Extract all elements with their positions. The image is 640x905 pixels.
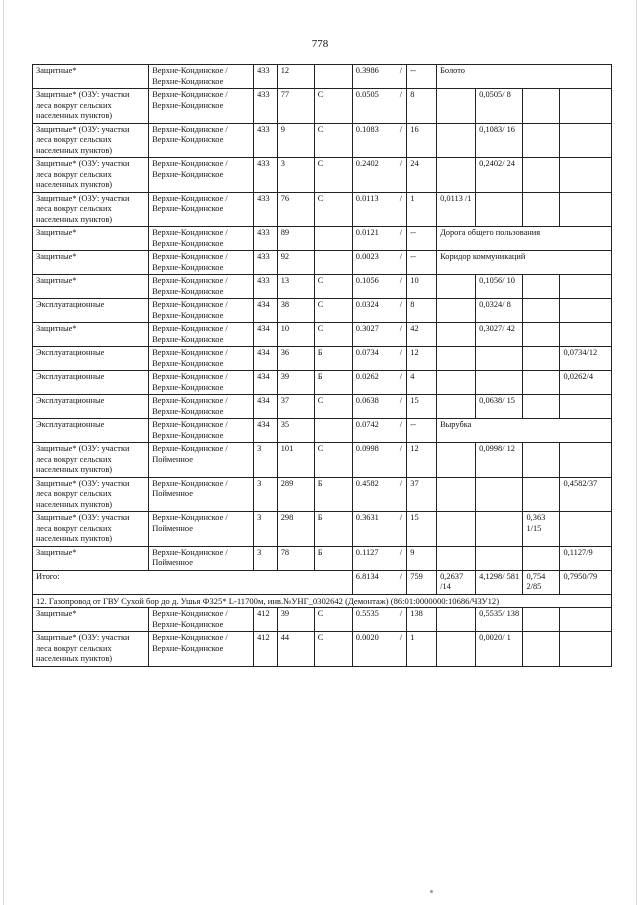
cell-volume: 42 bbox=[407, 323, 437, 347]
cell-category: Б bbox=[314, 371, 352, 395]
section-row bbox=[33, 594, 612, 608]
cell-forest-type: Эксплуатационные bbox=[33, 419, 149, 443]
cell-forest-type: Эксплуатационные bbox=[33, 347, 149, 371]
cell-col3 bbox=[523, 632, 560, 667]
cell-quarter: 434 bbox=[254, 395, 278, 419]
cell-area: 0.0638 bbox=[352, 395, 395, 419]
cell-forestry: Верхне-Кондинское / Пойменное bbox=[149, 443, 254, 478]
cell-allotment: 10 bbox=[277, 323, 314, 347]
table-row bbox=[33, 608, 612, 632]
cell-forestry: Верхне-Кондинское / Верхне-Кондинское bbox=[149, 395, 254, 419]
cell-forest-type: Защитные* bbox=[33, 608, 149, 632]
cell-col4 bbox=[560, 89, 612, 124]
cell-col1 bbox=[437, 275, 476, 299]
cell-col2: 0,5535/ 138 bbox=[476, 608, 523, 632]
table-row bbox=[33, 323, 612, 347]
cell-slash: / bbox=[395, 419, 406, 443]
cell-col4 bbox=[560, 299, 612, 323]
cell-col1 bbox=[437, 512, 476, 547]
cell-col4 bbox=[560, 123, 612, 158]
table-row bbox=[33, 123, 612, 158]
cell-col2 bbox=[476, 347, 523, 371]
cell-volume: 138 bbox=[407, 608, 437, 632]
cell-col1 bbox=[437, 347, 476, 371]
cell-slash: / bbox=[395, 443, 406, 478]
scan-speck bbox=[430, 890, 433, 893]
cell-col3 bbox=[523, 608, 560, 632]
cell-col2: 0,0998/ 12 bbox=[476, 443, 523, 478]
table-row bbox=[33, 443, 612, 478]
cell-col1 bbox=[437, 323, 476, 347]
cell-allotment: 35 bbox=[277, 419, 314, 443]
cell-category: С bbox=[314, 608, 352, 632]
cell-area: 0.2402 bbox=[352, 158, 395, 193]
cell-forest-type: Эксплуатационные bbox=[33, 395, 149, 419]
cell-col4 bbox=[560, 395, 612, 419]
table-row bbox=[33, 158, 612, 193]
cell-area: 0.0113 bbox=[352, 192, 395, 227]
cell-area: 0.1083 bbox=[352, 123, 395, 158]
cell-allotment: 3 bbox=[277, 158, 314, 193]
cell-category: С bbox=[314, 443, 352, 478]
cell-category: С bbox=[314, 158, 352, 193]
cell-col2 bbox=[476, 546, 523, 570]
total-col2: 4,1298/ 581 bbox=[476, 570, 523, 594]
cell-col4: 0,1127/9 bbox=[560, 546, 612, 570]
cell-col3: 0,363 1/15 bbox=[523, 512, 560, 547]
cell-slash: / bbox=[395, 323, 406, 347]
cell-slash: / bbox=[395, 347, 406, 371]
table-row bbox=[33, 65, 612, 89]
cell-col3 bbox=[523, 89, 560, 124]
cell-allotment: 101 bbox=[277, 443, 314, 478]
cell-category: Б bbox=[314, 477, 352, 512]
cell-col4 bbox=[560, 608, 612, 632]
table-row bbox=[33, 89, 612, 124]
cell-quarter: 433 bbox=[254, 65, 278, 89]
cell-quarter: 3 bbox=[254, 546, 278, 570]
cell-allotment: 78 bbox=[277, 546, 314, 570]
cell-col3 bbox=[523, 546, 560, 570]
cell-forest-type: Защитные* (ОЗУ: участки леса вокруг сельских населенных пунктов) bbox=[33, 158, 149, 193]
cell-volume: 12 bbox=[407, 347, 437, 371]
section-title: 12. Газопровод от ГВУ Сухой бор до д. Ушья Ф325* L-11700м, инв.№УНГ_0302642 (Демонтаж) (86:01:0000000:10686/ЧЗУ12) bbox=[33, 594, 612, 608]
cell-col2: 0,3027/ 42 bbox=[476, 323, 523, 347]
cell-quarter: 433 bbox=[254, 227, 278, 251]
cell-note: Болото bbox=[437, 65, 612, 89]
cell-volume: 24 bbox=[407, 158, 437, 193]
cell-allotment: 13 bbox=[277, 275, 314, 299]
cell-category: С bbox=[314, 632, 352, 667]
cell-volume: 4 bbox=[407, 371, 437, 395]
cell-col1 bbox=[437, 371, 476, 395]
cell-volume: 9 bbox=[407, 546, 437, 570]
cell-volume: -- bbox=[407, 65, 437, 89]
cell-area: 0.1056 bbox=[352, 275, 395, 299]
table-row bbox=[33, 512, 612, 547]
cell-forestry: Верхне-Кондинское / Верхне-Кондинское bbox=[149, 251, 254, 275]
cell-col1 bbox=[437, 299, 476, 323]
cell-forestry: Верхне-Кондинское / Верхне-Кондинское bbox=[149, 227, 254, 251]
cell-col1: 0,0113 /1 bbox=[437, 192, 476, 227]
cell-allotment: 38 bbox=[277, 299, 314, 323]
cell-col2: 0,0020/ 1 bbox=[476, 632, 523, 667]
cell-allotment: 76 bbox=[277, 192, 314, 227]
cell-category: С bbox=[314, 192, 352, 227]
cell-allotment: 77 bbox=[277, 89, 314, 124]
cell-allotment: 37 bbox=[277, 395, 314, 419]
cell-col3 bbox=[523, 192, 560, 227]
cell-category: Б bbox=[314, 512, 352, 547]
cell-forestry: Верхне-Кондинское / Верхне-Кондинское bbox=[149, 123, 254, 158]
cell-category: С bbox=[314, 395, 352, 419]
total-col1: 0,2637 /14 bbox=[437, 570, 476, 594]
cell-volume: 8 bbox=[407, 299, 437, 323]
total-area: 6.8134 bbox=[352, 570, 395, 594]
cell-category: С bbox=[314, 323, 352, 347]
cell-quarter: 434 bbox=[254, 323, 278, 347]
cell-quarter: 433 bbox=[254, 158, 278, 193]
total-label: Итого: bbox=[33, 570, 353, 594]
cell-allotment: 289 bbox=[277, 477, 314, 512]
cell-forest-type: Защитные* (ОЗУ: участки леса вокруг сельских населенных пунктов) bbox=[33, 123, 149, 158]
cell-col4 bbox=[560, 443, 612, 478]
cell-col4 bbox=[560, 632, 612, 667]
cell-col4 bbox=[560, 158, 612, 193]
cell-quarter: 433 bbox=[254, 123, 278, 158]
cell-col1 bbox=[437, 395, 476, 419]
cell-forestry: Верхне-Кондинское / Верхне-Кондинское bbox=[149, 65, 254, 89]
cell-col3 bbox=[523, 123, 560, 158]
cell-category bbox=[314, 227, 352, 251]
cell-col3 bbox=[523, 299, 560, 323]
table-row bbox=[33, 251, 612, 275]
cell-forestry: Верхне-Кондинское / Верхне-Кондинское bbox=[149, 275, 254, 299]
cell-volume: -- bbox=[407, 419, 437, 443]
cell-allotment: 12 bbox=[277, 65, 314, 89]
cell-area: 0.5535 bbox=[352, 608, 395, 632]
cell-area: 0.0020 bbox=[352, 632, 395, 667]
cell-allotment: 39 bbox=[277, 608, 314, 632]
cell-area: 0.0734 bbox=[352, 347, 395, 371]
cell-quarter: 434 bbox=[254, 419, 278, 443]
cell-forestry: Верхне-Кондинское / Верхне-Кондинское bbox=[149, 192, 254, 227]
cell-col3 bbox=[523, 371, 560, 395]
cell-forest-type: Защитные* (ОЗУ: участки леса вокруг сельских населенных пунктов) bbox=[33, 443, 149, 478]
cell-slash: / bbox=[395, 546, 406, 570]
cell-forest-type: Защитные* (ОЗУ: участки леса вокруг сельских населенных пунктов) bbox=[33, 632, 149, 667]
cell-col2: 0,0324/ 8 bbox=[476, 299, 523, 323]
cell-col2: 0,2402/ 24 bbox=[476, 158, 523, 193]
cell-col4 bbox=[560, 323, 612, 347]
table-row bbox=[33, 395, 612, 419]
cell-volume: -- bbox=[407, 227, 437, 251]
cell-forestry: Верхне-Кондинское / Пойменное bbox=[149, 546, 254, 570]
cell-slash: / bbox=[395, 477, 406, 512]
cell-forest-type: Эксплуатационные bbox=[33, 299, 149, 323]
cell-area: 0.0262 bbox=[352, 371, 395, 395]
cell-slash: / bbox=[395, 275, 406, 299]
cell-category: С bbox=[314, 299, 352, 323]
cell-forestry: Верхне-Кондинское / Верхне-Кондинское bbox=[149, 608, 254, 632]
cell-forest-type: Защитные* (ОЗУ: участки леса вокруг сельских населенных пунктов) bbox=[33, 512, 149, 547]
table-row bbox=[33, 192, 612, 227]
cell-col1 bbox=[437, 443, 476, 478]
cell-volume: 15 bbox=[407, 512, 437, 547]
cell-col4: 0,0734/12 bbox=[560, 347, 612, 371]
total-row bbox=[33, 570, 612, 594]
cell-allotment: 44 bbox=[277, 632, 314, 667]
cell-quarter: 3 bbox=[254, 443, 278, 478]
cell-volume: 1 bbox=[407, 192, 437, 227]
cell-volume: 8 bbox=[407, 89, 437, 124]
cell-volume: 1 bbox=[407, 632, 437, 667]
cell-category bbox=[314, 65, 352, 89]
cell-forest-type: Защитные* bbox=[33, 546, 149, 570]
cell-col2: 0,1083/ 16 bbox=[476, 123, 523, 158]
cell-forest-type: Защитные* (ОЗУ: участки леса вокруг сельских населенных пунктов) bbox=[33, 89, 149, 124]
cell-col3 bbox=[523, 395, 560, 419]
cell-forest-type: Защитные* bbox=[33, 275, 149, 299]
table-row bbox=[33, 477, 612, 512]
cell-slash: / bbox=[395, 192, 406, 227]
cell-slash: / bbox=[395, 395, 406, 419]
cell-col3 bbox=[523, 158, 560, 193]
cell-quarter: 433 bbox=[254, 89, 278, 124]
scan-edge-left bbox=[3, 0, 4, 905]
cell-category bbox=[314, 251, 352, 275]
cell-forestry: Верхне-Кондинское / Верхне-Кондинское bbox=[149, 158, 254, 193]
cell-category: Б bbox=[314, 347, 352, 371]
cell-col2 bbox=[476, 192, 523, 227]
cell-volume: 10 bbox=[407, 275, 437, 299]
cell-slash: / bbox=[395, 512, 406, 547]
cell-quarter: 3 bbox=[254, 477, 278, 512]
cell-category bbox=[314, 419, 352, 443]
cell-forestry: Верхне-Кондинское / Верхне-Кондинское bbox=[149, 323, 254, 347]
cell-col1 bbox=[437, 546, 476, 570]
cell-quarter: 434 bbox=[254, 299, 278, 323]
cell-forest-type: Защитные* bbox=[33, 227, 149, 251]
cell-slash: / bbox=[395, 158, 406, 193]
cell-col3 bbox=[523, 477, 560, 512]
cell-area: 0.0324 bbox=[352, 299, 395, 323]
table-row bbox=[33, 275, 612, 299]
cell-forest-type: Защитные* bbox=[33, 251, 149, 275]
table-row bbox=[33, 227, 612, 251]
table-row bbox=[33, 347, 612, 371]
cell-col3 bbox=[523, 275, 560, 299]
table-row bbox=[33, 299, 612, 323]
cell-volume: 12 bbox=[407, 443, 437, 478]
cell-forestry: Верхне-Кондинское / Верхне-Кондинское bbox=[149, 632, 254, 667]
cell-category: С bbox=[314, 123, 352, 158]
cell-col2 bbox=[476, 512, 523, 547]
table-row bbox=[33, 371, 612, 395]
cell-col2: 0,1056/ 10 bbox=[476, 275, 523, 299]
cell-col3 bbox=[523, 323, 560, 347]
cell-slash: / bbox=[395, 371, 406, 395]
cell-area: 0.4582 bbox=[352, 477, 395, 512]
cell-col1 bbox=[437, 632, 476, 667]
cell-volume: 37 bbox=[407, 477, 437, 512]
cell-quarter: 3 bbox=[254, 512, 278, 547]
cell-slash: / bbox=[395, 89, 406, 124]
cell-area: 0.3631 bbox=[352, 512, 395, 547]
cell-area: 0.0023 bbox=[352, 251, 395, 275]
cell-forest-type: Защитные* bbox=[33, 323, 149, 347]
cell-forestry: Верхне-Кондинское / Верхне-Кондинское bbox=[149, 371, 254, 395]
cell-forest-type: Защитные* bbox=[33, 65, 149, 89]
cell-quarter: 433 bbox=[254, 275, 278, 299]
cell-quarter: 434 bbox=[254, 347, 278, 371]
total-volume: 759 bbox=[407, 570, 437, 594]
cell-col2: 0,0505/ 8 bbox=[476, 89, 523, 124]
cell-forestry: Верхне-Кондинское / Пойменное bbox=[149, 477, 254, 512]
cell-col4 bbox=[560, 192, 612, 227]
cell-category: Б bbox=[314, 546, 352, 570]
cell-col1 bbox=[437, 123, 476, 158]
cell-col4 bbox=[560, 275, 612, 299]
cell-col1 bbox=[437, 477, 476, 512]
cell-allotment: 298 bbox=[277, 512, 314, 547]
cell-allotment: 89 bbox=[277, 227, 314, 251]
cell-category: С bbox=[314, 275, 352, 299]
total-col4: 0,7950/79 bbox=[560, 570, 612, 594]
table-row bbox=[33, 419, 612, 443]
cell-slash: / bbox=[395, 123, 406, 158]
cell-forestry: Верхне-Кондинское / Пойменное bbox=[149, 512, 254, 547]
cell-quarter: 434 bbox=[254, 371, 278, 395]
cell-forestry: Верхне-Кондинское / Верхне-Кондинское bbox=[149, 347, 254, 371]
cell-quarter: 433 bbox=[254, 251, 278, 275]
cell-area: 0.3986 bbox=[352, 65, 395, 89]
cell-area: 0.0505 bbox=[352, 89, 395, 124]
land-parcel-table bbox=[32, 64, 612, 667]
cell-col1 bbox=[437, 158, 476, 193]
cell-allotment: 92 bbox=[277, 251, 314, 275]
cell-quarter: 412 bbox=[254, 608, 278, 632]
cell-col4: 0,4582/37 bbox=[560, 477, 612, 512]
cell-allotment: 9 bbox=[277, 123, 314, 158]
cell-area: 0.0742 bbox=[352, 419, 395, 443]
cell-slash: / bbox=[395, 227, 406, 251]
scan-edge-right bbox=[636, 0, 637, 905]
cell-forestry: Верхне-Кондинское / Верхне-Кондинское bbox=[149, 419, 254, 443]
cell-note: Вырубка bbox=[437, 419, 612, 443]
cell-col4: 0,0262/4 bbox=[560, 371, 612, 395]
cell-volume: 16 bbox=[407, 123, 437, 158]
cell-col1 bbox=[437, 89, 476, 124]
cell-forestry: Верхне-Кондинское / Верхне-Кондинское bbox=[149, 89, 254, 124]
cell-area: 0.0998 bbox=[352, 443, 395, 478]
cell-slash: / bbox=[395, 299, 406, 323]
cell-slash: / bbox=[395, 608, 406, 632]
table-row bbox=[33, 632, 612, 667]
cell-area: 0.0121 bbox=[352, 227, 395, 251]
cell-forestry: Верхне-Кондинское / Верхне-Кондинское bbox=[149, 299, 254, 323]
cell-forest-type: Защитные* (ОЗУ: участки леса вокруг сельских населенных пунктов) bbox=[33, 192, 149, 227]
cell-col3 bbox=[523, 443, 560, 478]
total-slash: / bbox=[395, 570, 406, 594]
cell-area: 0.1127 bbox=[352, 546, 395, 570]
cell-forest-type: Эксплуатационные bbox=[33, 371, 149, 395]
cell-col3 bbox=[523, 347, 560, 371]
cell-col2: 0,0638/ 15 bbox=[476, 395, 523, 419]
cell-col1 bbox=[437, 608, 476, 632]
table-row bbox=[33, 546, 612, 570]
cell-allotment: 39 bbox=[277, 371, 314, 395]
cell-forest-type: Защитные* (ОЗУ: участки леса вокруг сельских населенных пунктов) bbox=[33, 477, 149, 512]
total-col3: 0,754 2/85 bbox=[523, 570, 560, 594]
cell-category: С bbox=[314, 89, 352, 124]
page-number: 778 bbox=[311, 38, 329, 50]
cell-slash: / bbox=[395, 65, 406, 89]
cell-area: 0.3027 bbox=[352, 323, 395, 347]
cell-allotment: 36 bbox=[277, 347, 314, 371]
cell-quarter: 433 bbox=[254, 192, 278, 227]
cell-slash: / bbox=[395, 632, 406, 667]
cell-slash: / bbox=[395, 251, 406, 275]
cell-quarter: 412 bbox=[254, 632, 278, 667]
cell-col4 bbox=[560, 512, 612, 547]
cell-col2 bbox=[476, 477, 523, 512]
cell-volume: -- bbox=[407, 251, 437, 275]
cell-note: Дорога общего пользования bbox=[437, 227, 612, 251]
cell-volume: 15 bbox=[407, 395, 437, 419]
cell-col2 bbox=[476, 371, 523, 395]
cell-note: Коридор коммуникаций bbox=[437, 251, 612, 275]
